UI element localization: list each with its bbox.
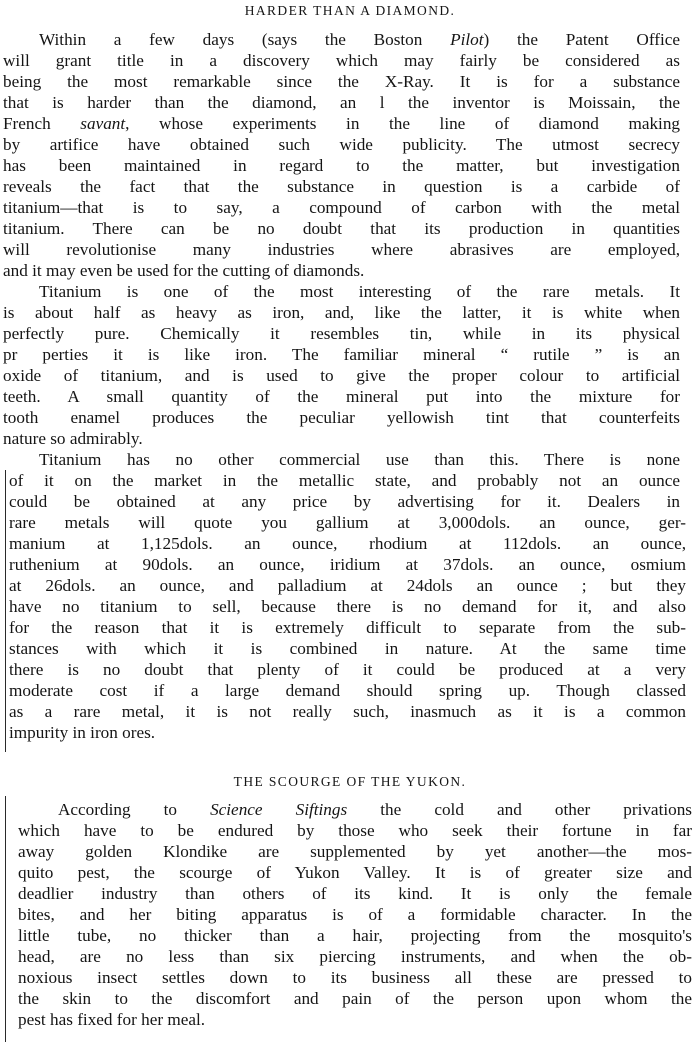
text-line: will revolutionise many industries where abrasives are employed, (3, 240, 680, 259)
text-line: that is harder than the diamond, an l the inventor is Moissain, the (3, 93, 680, 112)
text-line: little tube, no thicker than a hair, projecting from the mosquito's (18, 926, 692, 945)
column-rule (5, 796, 6, 1042)
text-line: bites, and her biting apparatus is of a formidable character. In the (18, 905, 692, 924)
text-line: is about half as heavy as iron, and, like the latter, it is white when (3, 303, 680, 322)
text-line: stances with which it is combined in nature. At the same time (9, 639, 686, 658)
text-line: of it on the market in the metallic state, and probably not an ounce (9, 471, 680, 490)
text-line: oxide of titanium, and is used to give the proper colour to artificial (3, 366, 680, 385)
text-line: Titanium is one of the most interesting of the rare metals. It (39, 282, 680, 301)
text-line: quito pest, the scourge of Yukon Valley. It is of greater size and (18, 863, 692, 882)
text-line: Titanium has no other commercial use than this. There is none (39, 450, 680, 469)
text-line: nature so admirably. (3, 429, 143, 448)
text-line: manium at 1,125dols. an ounce, rhodium at 112dols. an ounce, (9, 534, 686, 553)
text-line: there is no doubt that plenty of it could be produced at a very (9, 660, 686, 679)
text-line: as a rare metal, it is not really such, inasmuch as it is a common (9, 702, 686, 721)
text-line: which have to be endured by those who seek their fortune in far (18, 821, 692, 840)
text-line: perfectly pure. Chemically it resembles tin, while in its physical (3, 324, 680, 343)
text-line: deadlier industry than others of its kind. It is only the female (18, 884, 692, 903)
text-line: and it may even be used for the cutting of diamonds. (3, 261, 365, 280)
publication-name: Science Siftings (210, 800, 348, 819)
text-line: head, are no less than six piercing instruments, and when the ob- (18, 947, 692, 966)
article-title-harder-than-a-diamond: HARDER THAN A DIAMOND. (244, 3, 456, 18)
text-line: noxious insect settles down to its business all these are pressed to (18, 968, 692, 987)
column-rule (5, 470, 6, 752)
text-line: have no titanium to sell, because there is no demand for it, and also (9, 597, 686, 616)
text-line: titanium—that is to say, a compound of carbon with the metal (3, 198, 680, 217)
text-line: moderate cost if a large demand should spring up. Though classed (9, 681, 686, 700)
text-line: titanium. There can be no doubt that its production in quantities (3, 219, 680, 238)
text-line: for the reason that it is extremely difficult to separate from the sub- (9, 618, 686, 637)
publication-name: Pilot (450, 30, 484, 49)
text-line: being the most remarkable since the X-Ray. It is for a substance (3, 72, 680, 91)
text-line: pest has fixed for her meal. (18, 1010, 206, 1029)
text-line: Within a few days (says the Boston Pilot) the Patent Office (39, 30, 680, 49)
text-line: tooth enamel produces the peculiar yellowish tint that counterfeits (3, 408, 680, 427)
article-title-scourge-of-the-yukon: THE SCOURGE OF THE YUKON. (233, 774, 467, 789)
text-line: impurity in iron ores. (9, 723, 156, 742)
text-line: has been maintained in regard to the matter, but investigation (3, 156, 680, 175)
text-line: rare metals will quote you gallium at 3,000dols. an ounce, ger- (9, 513, 686, 532)
text-line: could be obtained at any price by advertising for it. Dealers in (9, 492, 680, 511)
text-line: teeth. A small quantity of the mineral put into the mixture for (3, 387, 680, 406)
text-line: at 26dols. an ounce, and palladium at 24dols an ounce ; but they (9, 576, 686, 595)
text-line: will grant title in a discovery which may fairly be considered as (3, 51, 680, 70)
text-line: pr perties it is like iron. The familiar mineral “ rutile ” is an (3, 345, 680, 364)
text-line: According to Science Siftings the cold and other privations (58, 800, 692, 819)
text-line: the skin to the discomfort and pain of the person upon whom the (18, 989, 692, 1008)
text-line: ruthenium at 90dols. an ounce, iridium at 37dols. an ounce, osmium (9, 555, 686, 574)
text-line: by artifice have obtained such wide publicity. The utmost secrecy (3, 135, 680, 154)
text-line: French savant, whose experiments in the line of diamond making (3, 114, 681, 133)
text-line: reveals the fact that the substance in question is a carbide of (3, 177, 680, 196)
text-line: away golden Klondike are supplemented by yet another—the mos- (18, 842, 692, 861)
